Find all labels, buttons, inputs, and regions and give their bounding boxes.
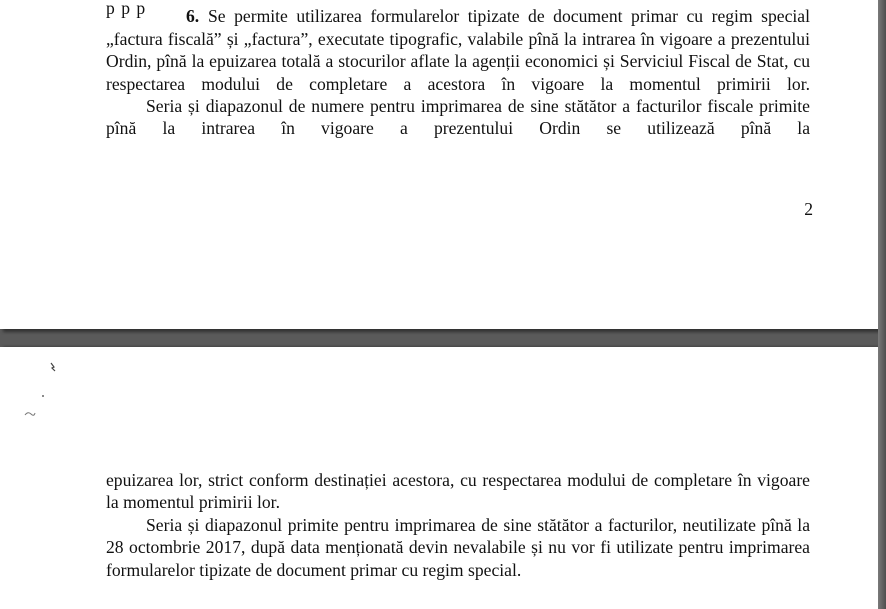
- page-number: 2: [804, 199, 813, 219]
- document-page-2: [0, 347, 878, 609]
- paragraph-point-6: [106, 5, 810, 95]
- clipped-line-text: p p p: [106, 0, 147, 18]
- point-6-text: Se permite utilizarea formularelor tipizate de document primar cu regim special „factura fiscală” și „factura”, executate tipografic, valabile pînă la intrarea în vigoare a prezentului Ordin, pînă la epuizarea totală a stocurilor aflate la agenții economici și Serviciul Fiscal de Stat, cu respectarea modului de completare a acestora în vigoare la momentul primirii lor.: [106, 6, 810, 94]
- clipped-line: [106, 0, 810, 18]
- scan-dot-mark: [40, 393, 46, 399]
- paragraph-series-range: [106, 95, 810, 140]
- scan-speck-mark: [48, 361, 58, 373]
- page-1-text: [106, 0, 810, 140]
- paragraph-unused-series: [106, 514, 810, 581]
- scan-scribble-mark: [24, 410, 36, 418]
- paragraph-continuation: [106, 469, 810, 514]
- continuation-text: epuizarea lor, strict conform destinației acestora, cu respectarea modului de completare în vigoare la momentul primirii lor.: [106, 470, 810, 513]
- viewer-scroll-edge: [878, 0, 886, 609]
- unused-series-text: Seria și diapazonul primite pentru imprimarea de sine stătător a facturilor, neutilizate pînă la 28 octombrie 2017, după data menționată devin nevalabile și nu vor fi utilizate pentru imprimarea formularelor tipizate de document primar cu regim special.: [106, 514, 810, 580]
- page-2-text: [106, 469, 810, 581]
- point-number: 6.: [186, 6, 200, 27]
- series-range-text: Seria și diapazonul de numere pentru imprimarea de sine stătător a facturilor fiscale primite pînă la intrarea în vigoare a prezentului Ordin se utilizează pînă la: [106, 96, 810, 139]
